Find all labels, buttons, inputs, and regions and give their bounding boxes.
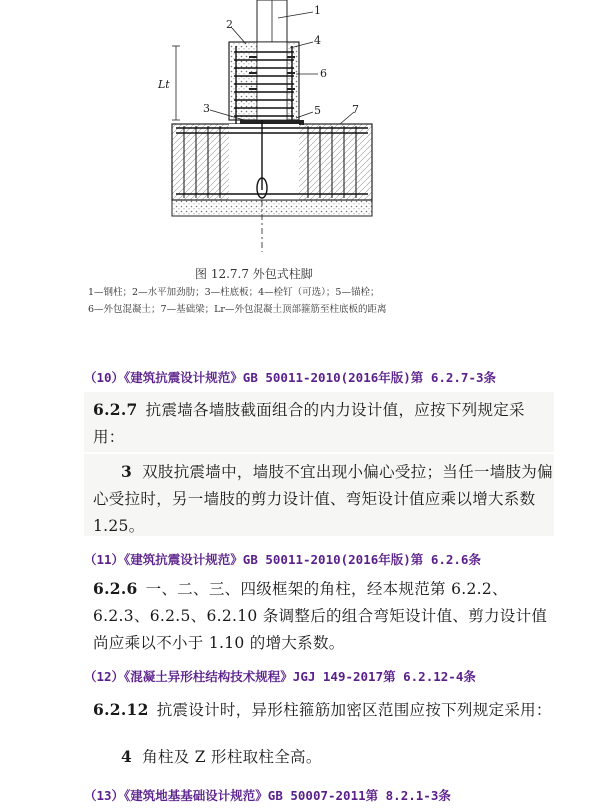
- clause-number: 4: [121, 747, 133, 766]
- foundation-beam: [172, 120, 372, 200]
- clause-text: 一、二、三、四级框架的角柱，经本规范第 6.2.2、6.2.3、6.2.5、6.2.10 条调整后的组合弯矩设计值、剪力设计值尚应乘以不小于 1.10 的增大系数。: [93, 580, 548, 652]
- clause-text: 角柱及 Z 形柱取柱全高。: [142, 748, 322, 766]
- figure-label-3: 3: [203, 102, 210, 115]
- clause-6-2-12-4: [93, 743, 553, 771]
- lt-label: Lt: [158, 78, 170, 91]
- clause-number: 6.2.7: [93, 400, 138, 419]
- clause-number: 6.2.6: [93, 579, 138, 598]
- reference-11: （11）《建筑抗震设计规范》GB 50011-2010(2016年版)第 6.2.6条: [84, 552, 481, 567]
- figure-caption: 图 12.7.7 外包式柱脚: [195, 267, 313, 281]
- column-base-drawing: [0, 0, 614, 260]
- figure-label-7: 7: [352, 103, 359, 116]
- clause-number: 3: [121, 462, 133, 481]
- clause-text: 抗震墙各墙肢截面组合的内力设计值，应按下列规定采用：: [93, 401, 525, 446]
- figure-label-4: 4: [314, 34, 321, 47]
- reference-12: （12）《混凝土异形柱结构技术规程》JGJ 149-2017第 6.2.12-4条: [84, 669, 476, 684]
- clause-number: 6.2.12: [93, 700, 149, 719]
- clause-text: 双肢抗震墙中，墙肢不宜出现小偏心受拉；当任一墙肢为偏心受拉时，另一墙肢的剪力设计值、弯矩设计值应乘以增大系数 1.25。: [93, 463, 553, 535]
- clause-6-2-6: [93, 575, 553, 657]
- clause-6-2-7-3: [93, 458, 553, 540]
- figure-label-6: 6: [320, 67, 327, 80]
- reference-13: （13）《建筑地基基础设计规范》GB 50007-2011第 8.2.1-3条: [84, 788, 451, 803]
- foundation-slab: [172, 200, 372, 216]
- figure-label-2: 2: [226, 18, 233, 31]
- clause-6-2-12: [93, 696, 553, 724]
- reference-10: （10）《建筑抗震设计规范》GB 50011-2010(2016年版)第 6.2.7-3条: [84, 370, 496, 385]
- figure-legend-line-1: 1—钢柱；2—水平加劲肋；3—柱底板；4—栓钉（可选）；5—锚栓；: [88, 287, 380, 298]
- figure-label-5: 5: [314, 104, 321, 117]
- clause-text: 抗震设计时，异形柱箍筋加密区范围应按下列规定采用：: [156, 701, 552, 719]
- figure-label-1: 1: [314, 4, 321, 17]
- clause-6-2-7: [93, 396, 553, 451]
- lt-dimension: [172, 46, 180, 120]
- figure-legend-line-2: 6—外包混凝土；7—基础梁；Lr—外包混凝土顶部箍筋至柱底板的距离: [88, 304, 387, 315]
